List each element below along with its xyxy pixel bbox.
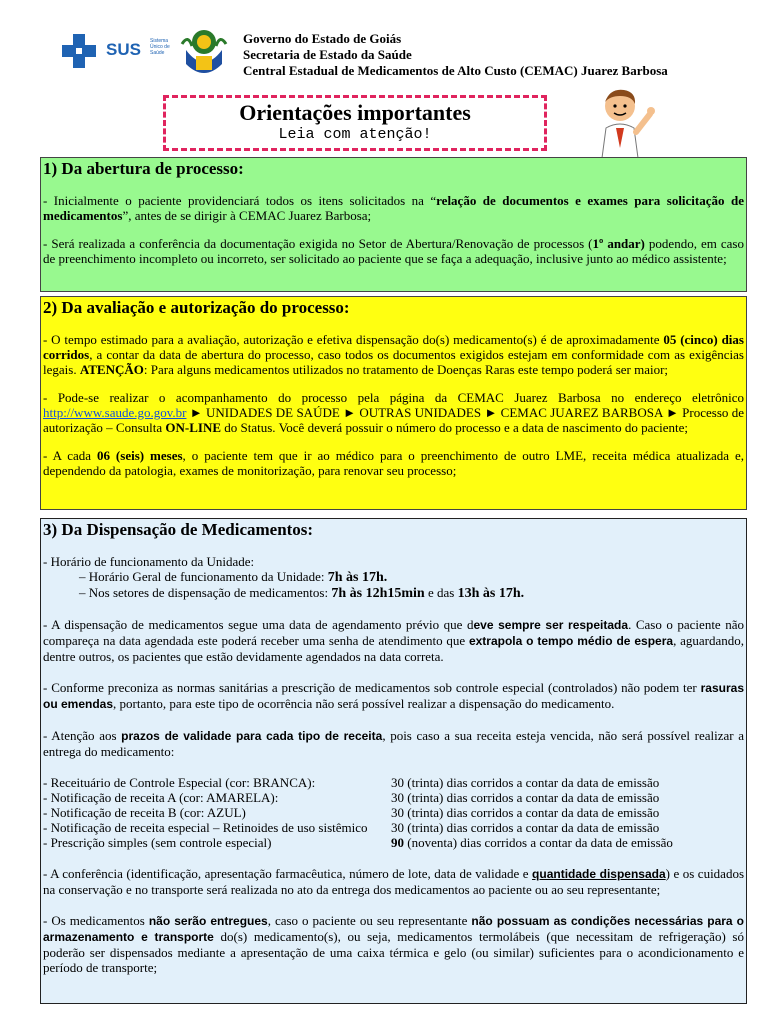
list-item: - Notificação de receita A (cor: AMARELA): 30 (trinta) dias corridos a contar da data de emissão bbox=[43, 790, 660, 805]
section-2-paragraph-3: - A cada 06 (seis) meses, o paciente tem que ir ao médico para o preenchimento de outro LME, receita médica atualizada e, dependendo da patologia, exames de monitorização, para renovar seu processo; bbox=[43, 448, 744, 478]
list-item: - Notificação de receita B (cor: AZUL) 30 (trinta) dias corridos a contar da data de emissão bbox=[43, 805, 660, 820]
section-evaluation-authorization bbox=[40, 296, 747, 510]
section-3-paragraph-1: - A dispensação de medicamentos segue uma data de agendamento prévio que deve sempre ser respeitada. Caso o paciente não compareça na data agendada este poderá receber uma senha de atendimento que extrapola o tempo médio de espera, aguardando, dentre outros, os pacientes que estão devidamente agendados na data correta. bbox=[43, 617, 744, 664]
title-box bbox=[163, 95, 547, 151]
sus-cross-icon bbox=[62, 34, 96, 68]
list-item: - Notificação de receita especial – Retinoides de uso sistêmico 30 (trinta) dias corridos a contar da data de emissão bbox=[43, 820, 660, 835]
businessman-mascot-icon bbox=[580, 84, 670, 158]
list-item: - Receituário de Controle Especial (cor: BRANCA): 30 (trinta) dias corridos a contar da data de emissão bbox=[43, 775, 660, 790]
section-3-heading: 3) Da Dispensação de Medicamentos: bbox=[43, 520, 314, 539]
hours-intro: - Horário de funcionamento da Unidade: bbox=[43, 554, 255, 569]
prescription-validity-list bbox=[43, 775, 744, 850]
section-3-paragraph-5: - Os medicamentos não serão entregues, caso o paciente ou seu representante não possuam as condições necessárias para o armazenamento e transporte do(s) medicamento(s), ou seja, medicamentos termolábeis (que necessitam de refrigeração) só poderão ser dispensados mediante a apresentação de uma caixa térmica e gelo (ou similar) suficientes para o acondicionamento e período de transporte; bbox=[43, 913, 744, 975]
section-1-heading: 1) Da abertura de processo: bbox=[43, 159, 244, 178]
section-2-heading: 2) Da avaliação e autorização do processo: bbox=[43, 298, 350, 317]
section-1-paragraph-2: - Será realizada a conferência da documentação exigida no Setor de Abertura/Renovação de processos (1º andar) podendo, em caso de preenchimento incompleto ou incorreto, ser solicitado ao paciente que se faça a adequação, inclusive junto ao médico assistente; bbox=[43, 236, 744, 266]
header-government: Governo do Estado de Goiás bbox=[243, 31, 402, 46]
header-logos bbox=[60, 24, 240, 84]
sus-logo-text: SUS bbox=[106, 40, 141, 59]
hours-general: – Horário Geral de funcionamento da Unidade: 7h às 17h. bbox=[79, 569, 388, 585]
section-1-paragraph-1: - Inicialmente o paciente providenciará todos os itens solicitados na “relação de documentos e exames para solicitação de medicamentos”, antes de se dirigir à CEMAC Juarez Barbosa; bbox=[43, 193, 744, 223]
section-3-paragraph-4: - A conferência (identificação, apresentação farmacêutica, número de lote, data de validade e quantidade dispensada) e os cuidados na conservação e no transporte será realizada no ato da entrega dos medicamentos ao paciente ou ao seu representante; bbox=[43, 866, 745, 897]
header-cemac: Central Estadual de Medicamentos de Alto Custo (CEMAC) Juarez Barbosa bbox=[243, 63, 668, 78]
goias-crest-icon bbox=[178, 24, 230, 82]
section-3-paragraph-2: - Conforme preconiza as normas sanitárias a prescrição de medicamentos sob controle especial (controlados) não podem ter rasuras ou emendas, portanto, para este tipo de ocorrência não será possível realizar a dispensação do medicamento. bbox=[43, 680, 744, 711]
section-2-paragraph-2: - Pode-se realizar o acompanhamento do processo pela página da CEMAC Juarez Barbosa no endereço eletrônico http://www.saude.go.gov.br ► UNIDADES DE SAÚDE ► OUTRAS UNIDADES ► CEMAC JUAREZ BARBOSA ► Processo de autorização – Consulta ON-LINE do Status. Você deverá possuir o número do processo e a data de nascimento do paciente; bbox=[43, 390, 744, 435]
section-2-paragraph-1: - O tempo estimado para a avaliação, autorização e efetiva dispensação do(s) medicamento(s) é de aproximadamente 05 (cinco) dias corridos, a contar da data de abertura do processo, caso todos os documentos exigidos estejam em conformidade com as exigências legais. ATENÇÃO: Para alguns medicamentos utilizados no tratamento de Doenças Raras este tempo poderá ser maior; bbox=[43, 332, 744, 377]
page-title: Orientações importantes bbox=[239, 100, 471, 125]
saude-website-link[interactable]: http://www.saude.go.gov.br bbox=[43, 405, 187, 420]
section-3-paragraph-3: - Atenção aos prazos de validade para cada tipo de receita, pois caso a sua receita esteja vencida, não será possível realizar a entrega do medicamento: bbox=[43, 728, 744, 759]
page-subtitle: Leia com atenção! bbox=[278, 126, 432, 143]
header-secretariat: Secretaria de Estado da Saúde bbox=[243, 47, 412, 62]
list-item: - Prescrição simples (sem controle especial) 90 (noventa) dias corridos a contar da data de emissão bbox=[43, 835, 673, 850]
sus-logo-subtext: Sistema Único de Saúde bbox=[150, 38, 170, 56]
section-dispensation bbox=[40, 518, 747, 1004]
section-opening-process bbox=[40, 157, 747, 292]
hours-dispensation: – Nos setores de dispensação de medicamentos: 7h às 12h15min e das 13h às 17h. bbox=[79, 585, 525, 601]
header-text bbox=[243, 31, 668, 79]
